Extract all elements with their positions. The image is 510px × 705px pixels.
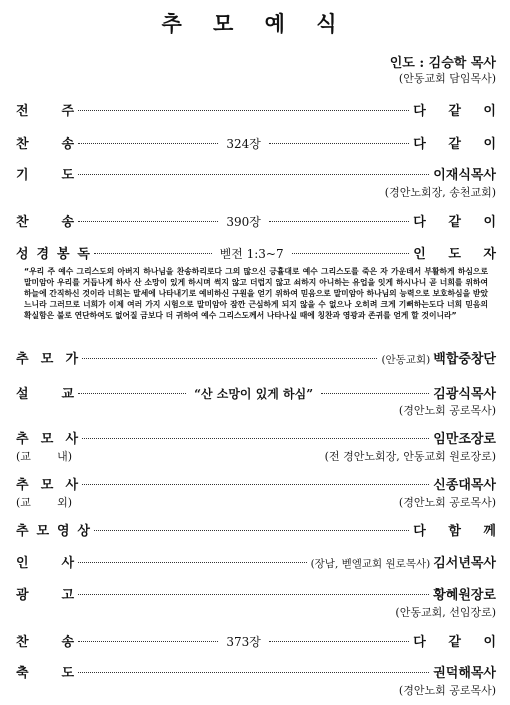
program-item-detail: 324장 — [226, 137, 261, 151]
dot-leader — [321, 393, 429, 394]
label-char: 상 — [77, 524, 90, 539]
program-item-name: 김서년목사 — [433, 556, 496, 571]
program-item-subtitle: (경안노회 공로목사) — [398, 684, 496, 697]
program-item-subtitle: (전 경안노회장, 안동교회 원로장로) — [324, 450, 496, 463]
program-item — [16, 524, 505, 540]
program-item-label — [16, 666, 74, 682]
label-char: 인 — [16, 556, 29, 571]
program-item-label — [16, 247, 90, 263]
label-char: 찬 — [16, 137, 29, 152]
program-item-person — [413, 524, 505, 540]
label-char: 추 — [16, 524, 29, 539]
program-item — [16, 478, 496, 494]
label-char: 가 — [65, 352, 78, 367]
program-item-name: 다 같 이 — [413, 104, 505, 119]
category-part: 외) — [57, 496, 72, 509]
label-char: 도 — [61, 168, 74, 183]
program-item-affiliation: (안동교회) — [381, 354, 431, 366]
program-item-name: 임만조장로 — [433, 432, 496, 447]
program-item-person — [413, 247, 505, 263]
program-item-subtitle: (안동교회, 선임장로) — [395, 606, 496, 619]
label-char: 사 — [65, 478, 78, 493]
dot-leader — [269, 641, 409, 642]
program-item-category — [16, 450, 72, 464]
program-item-name: 다 같 이 — [413, 137, 506, 152]
label-char: 성 — [16, 247, 29, 262]
dot-leader — [94, 530, 409, 531]
program-item — [16, 246, 505, 263]
program-item-person — [433, 588, 496, 604]
dot-leader — [94, 253, 212, 254]
officiant-affiliation: (안동교회 담임목사) — [398, 72, 496, 85]
program-item-detail: 벧전 1:3~7 — [219, 247, 284, 261]
program-item — [16, 136, 506, 153]
program-item-person — [413, 104, 505, 120]
program-item — [16, 432, 496, 448]
program-item-label — [16, 432, 78, 448]
program-item-person — [381, 352, 496, 368]
program-item-subtitle: (경안노회 공로목사) — [398, 404, 496, 417]
label-char: 영 — [56, 524, 70, 539]
program-item-affiliation: (장남, 벧엘교회 원로목사) — [310, 558, 431, 570]
category-part: (교 — [16, 496, 31, 509]
program-item-person — [433, 478, 496, 494]
dot-leader — [78, 393, 186, 394]
label-char: 사 — [61, 556, 74, 571]
dot-leader — [82, 358, 377, 359]
program-item-category — [16, 496, 72, 510]
officiant: 인도 : 김승학 목사 — [389, 56, 496, 71]
category-part: 내) — [57, 450, 72, 463]
program-item-label — [16, 137, 74, 153]
program-item — [16, 386, 496, 403]
program-item-person — [311, 556, 496, 572]
dot-leader — [78, 110, 409, 111]
program-item-person — [413, 137, 505, 153]
program-item — [16, 556, 496, 572]
label-char: 광 — [16, 588, 29, 603]
program-item-name: 신종대목사 — [433, 478, 496, 493]
program-item-subtitle: (경안노회장, 송천교회) — [384, 186, 496, 199]
program-item-label — [16, 635, 74, 651]
program-item — [16, 168, 496, 184]
label-char: 도 — [61, 666, 74, 681]
program-item — [16, 214, 506, 231]
program-item-label — [16, 524, 90, 540]
label-char: 교 — [61, 387, 74, 402]
dot-leader — [78, 174, 429, 175]
dot-leader — [78, 641, 218, 642]
dot-leader — [82, 484, 429, 485]
scripture-text: “우리 주 예수 그리스도의 아버지 하나님을 찬송하리로다 그의 많으신 긍휼대로 예수 그리스도를 죽은 자 가운데서 부활하게 하심으로 말미암아 우리를 거듭나게 하사 산 소망이 있게 하시며 썩지 않고 더럽지 않고 쇠하지 아니하는 유업을 잇게 하시나니 곧 너희를 위하여 하늘에 간직하신 것이라 너희는 말세에 나타내기로 예비하신 구원을 얻기 위하여 믿음으로 말미암아 하나님의 능력으로 보호하심을 받았느니라 그러므로 너희가 이제 여러 가지 시험으로 말미암아 잠깐 근심하게 되지 않을 수 없으나 오히려 크게 기뻐하는도다 너희 믿음의 확실함은 불로 연단하여도 없어질 금보다 더 귀하여 예수 그리스도께서 나타나실 때에 칭찬과 영광과 존귀를 얻게 할 것이니라” — [24, 267, 488, 320]
program-item-label — [16, 215, 74, 231]
label-char: 기 — [16, 168, 29, 183]
label-char: 경 — [36, 247, 50, 262]
dot-leader — [78, 562, 307, 563]
label-char: 독 — [77, 247, 90, 262]
program-item-name: 이재식목사 — [433, 168, 496, 183]
label-char: 송 — [61, 215, 74, 230]
label-char: 추 — [16, 478, 29, 493]
dot-leader — [269, 143, 409, 144]
program-item — [16, 634, 506, 651]
program-item-label — [16, 104, 74, 120]
program-item-name: 김광식목사 — [433, 387, 496, 402]
program-item-name: 백합중창단 — [433, 352, 496, 367]
program-item-person — [413, 635, 505, 651]
label-char: 모 — [36, 524, 50, 539]
label-char: 고 — [61, 588, 74, 603]
program-item-label — [16, 352, 78, 368]
label-char: 찬 — [16, 215, 29, 230]
program-item-detail: 390장 — [226, 215, 261, 229]
program-item-person — [413, 215, 505, 231]
category-part: (교 — [16, 450, 31, 463]
label-char: 주 — [61, 104, 74, 119]
program-item-name: 다 같 이 — [413, 635, 506, 650]
program-item-person — [433, 432, 496, 448]
label-char: 모 — [40, 352, 54, 367]
program-item-label — [16, 478, 78, 494]
program-item-detail: 373장 — [226, 635, 261, 649]
program-item-person — [433, 387, 496, 403]
program-item — [16, 666, 496, 682]
dot-leader — [78, 221, 218, 222]
label-char: 사 — [65, 432, 78, 447]
label-char: 추 — [16, 352, 29, 367]
label-char: 모 — [40, 432, 54, 447]
dot-leader — [82, 438, 429, 439]
program-item — [16, 352, 496, 368]
program-item-name: 다 함 께 — [413, 524, 505, 539]
page-title: 추 모 예 식 — [161, 11, 349, 36]
label-char: 추 — [16, 432, 29, 447]
program-item-detail: “산 소망이 있게 하심” — [194, 387, 314, 401]
program-item-subtitle: (경안노회 공로목사) — [398, 496, 496, 509]
dot-leader — [292, 253, 410, 254]
program-item-label — [16, 168, 74, 184]
program-item-name: 다 같 이 — [413, 215, 506, 230]
dot-leader — [78, 672, 429, 673]
label-char: 축 — [16, 666, 29, 681]
program-item-person — [433, 168, 496, 184]
label-char: 송 — [61, 635, 74, 650]
program-item — [16, 588, 496, 604]
program-item — [16, 104, 505, 120]
program-item-name: 황혜원장로 — [433, 588, 496, 603]
program-item-label — [16, 387, 74, 403]
program-item-person — [433, 666, 496, 682]
label-char: 송 — [61, 137, 74, 152]
program-item-name: 권덕해목사 — [433, 666, 496, 681]
label-char: 봉 — [56, 247, 70, 262]
label-char: 전 — [16, 104, 29, 119]
dot-leader — [269, 221, 409, 222]
program-item-label — [16, 588, 74, 604]
dot-leader — [78, 594, 429, 595]
program-item-label — [16, 556, 74, 572]
label-char: 설 — [16, 387, 29, 402]
dot-leader — [78, 143, 218, 144]
label-char: 모 — [40, 478, 54, 493]
label-char: 찬 — [16, 635, 29, 650]
program-item-name: 인 도 자 — [413, 247, 505, 262]
